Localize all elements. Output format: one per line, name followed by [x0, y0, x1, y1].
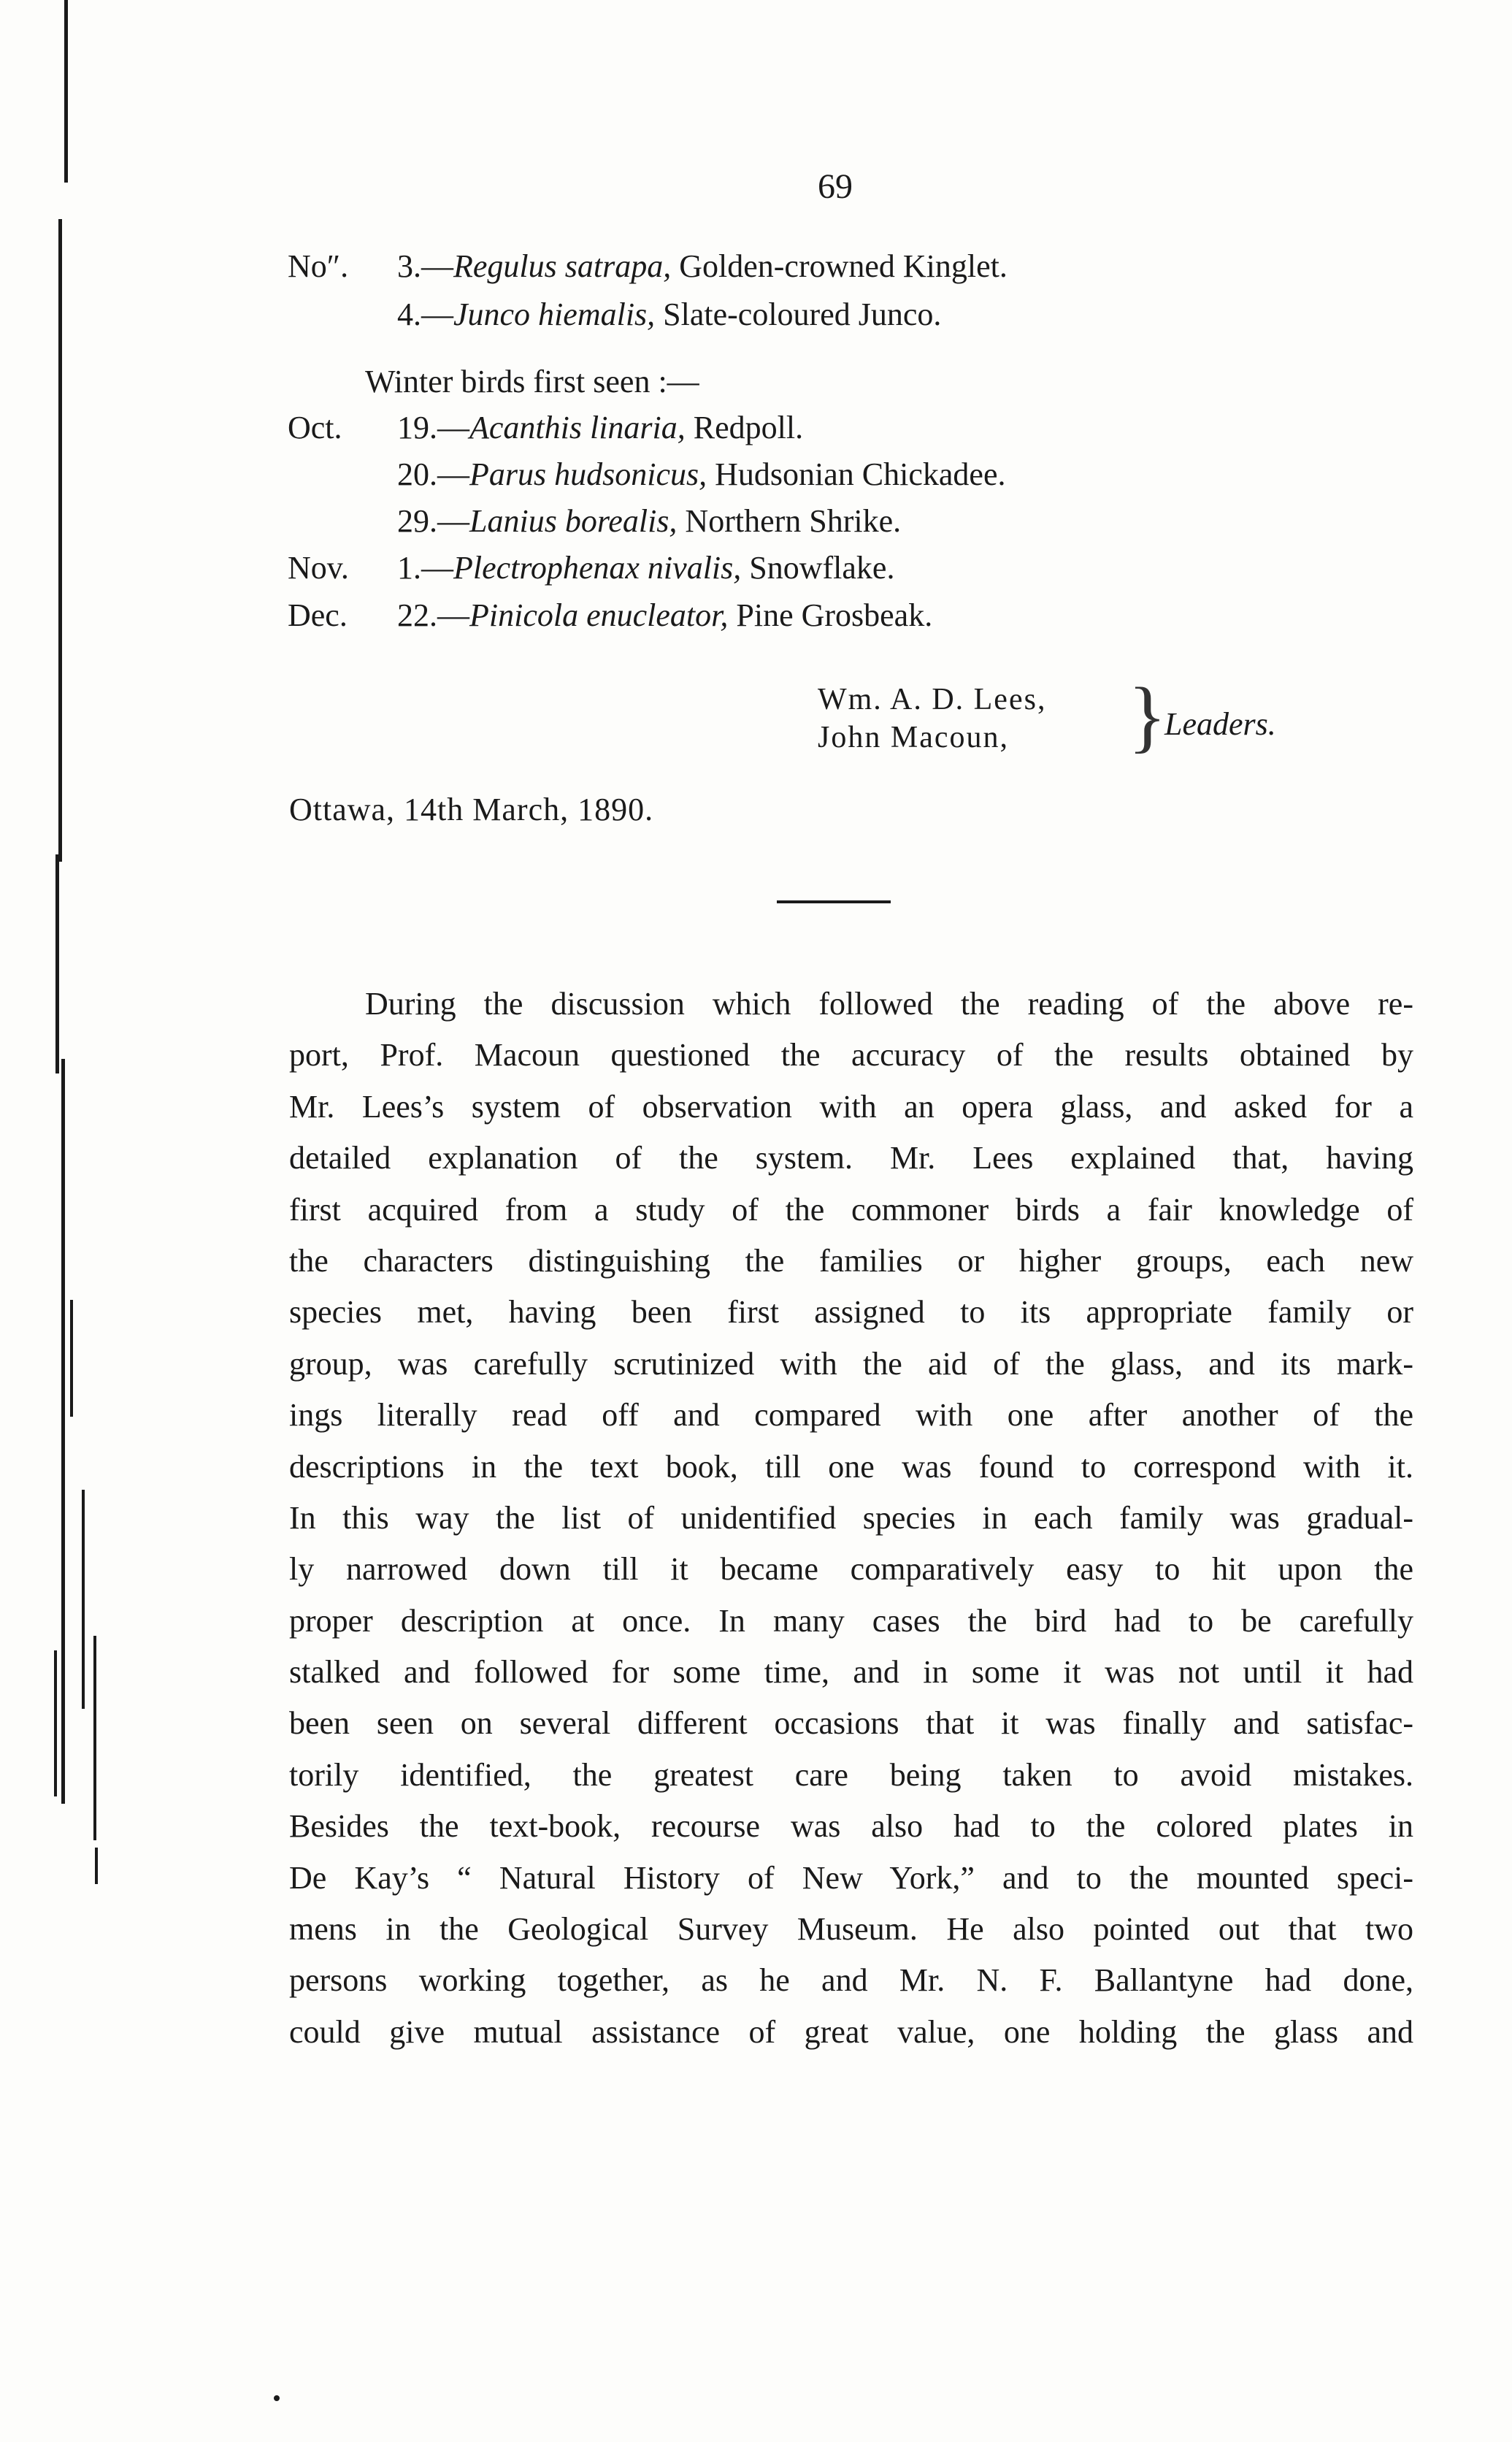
signature-block: [818, 681, 1046, 757]
species-name: Junco hiemalis,: [453, 296, 656, 332]
species-name: Regulus satrapa,: [453, 248, 672, 284]
gutter-line: [61, 1059, 65, 1804]
list-day: 22.—: [397, 597, 469, 633]
gutter-line: [70, 1300, 73, 1417]
gutter-line: [82, 1490, 85, 1709]
list-day: 20.—: [397, 456, 469, 492]
text-line: Mr. Lees’s system of observation with an opera glass, and asked for a: [289, 1088, 1413, 1125]
species-name: Plectrophenax nivalis,: [453, 550, 742, 586]
text-line: proper description at once. In many cases the bird had to be carefully: [289, 1602, 1413, 1639]
list-item: [288, 296, 941, 333]
text-line: ings literally read off and compared with one after another of the: [289, 1397, 1413, 1434]
text-line: persons working together, as he and Mr. N. F. Ballantyne had done,: [289, 1962, 1413, 1999]
species-name: Lanius borealis,: [469, 503, 678, 539]
list-day: 19.—: [397, 410, 469, 445]
species-name: Pinicola enucleator,: [469, 597, 729, 633]
gutter-line: [93, 1636, 96, 1840]
gutter-line: [54, 1650, 57, 1796]
list-month: Oct.: [288, 410, 342, 445]
text-line: the characters distinguishing the families or higher groups, each new: [289, 1242, 1413, 1279]
text-line: detailed explanation of the system. Mr. Lees explained that, having: [289, 1140, 1413, 1176]
body-paragraph: [289, 979, 1413, 2058]
text-line: could give mutual assistance of great value, one holding the glass and: [289, 2013, 1413, 2050]
gutter-line: [55, 854, 59, 1073]
common-name: Snowflake.: [741, 550, 895, 586]
signatory-name: Wm. A. D. Lees,: [818, 683, 1047, 716]
text-line: ly narrowed down till it became comparatively easy to hit upon the: [289, 1551, 1413, 1588]
gutter-line: [58, 219, 62, 862]
list-day: 1.—: [397, 550, 453, 586]
text-line: group, was carefully scrutinized with the aid of the glass, and its mark-: [289, 1345, 1413, 1382]
species-name: Parus hudsonicus,: [469, 456, 707, 492]
list-item: [288, 248, 1008, 285]
section-divider: [777, 900, 891, 903]
place-date: Ottawa, 14th March, 1890.: [289, 792, 654, 827]
text-line: mens in the Geological Survey Museum. He also pointed out that two: [289, 1911, 1413, 1948]
signatory-role: Leaders.: [1164, 706, 1276, 742]
common-name: Pine Grosbeak.: [728, 597, 933, 633]
page-number: 69: [818, 167, 853, 206]
common-name: Northern Shrike.: [677, 503, 902, 539]
text-line: species met, having been first assigned to its appropriate family or: [289, 1294, 1413, 1331]
text-line: torily identified, the greatest care being taken to avoid mistakes.: [289, 1756, 1413, 1793]
common-name: Slate-coloured Junco.: [655, 296, 942, 332]
gutter-line: [95, 1848, 98, 1884]
text-line: In this way the list of unidentified species in each family was gradual-: [289, 1499, 1413, 1536]
list-month: No″.: [288, 248, 349, 284]
list-day: 4.—: [397, 296, 453, 332]
text-line: Besides the text-book, recourse was also had to the colored plates in: [289, 1808, 1413, 1845]
list-item: [288, 409, 803, 446]
text-line: port, Prof. Macoun questioned the accuracy of the results obtained by: [289, 1037, 1413, 1073]
species-name: Acanthis linaria,: [469, 410, 686, 445]
signatory-name: John Macoun,: [818, 721, 1009, 754]
text-line: first acquired from a study of the commoner birds a fair knowledge of: [289, 1191, 1413, 1228]
stray-dot: [274, 2395, 280, 2401]
list-month: Dec.: [288, 597, 348, 633]
common-name: Redpoll.: [685, 410, 804, 445]
list-item: [288, 597, 932, 634]
text-line: descriptions in the text book, till one was found to correspond with it.: [289, 1448, 1413, 1485]
text-line: stalked and followed for some time, and in some it was not until it had: [289, 1654, 1413, 1691]
gutter-line: [64, 0, 68, 183]
common-name: Golden-crowned Kinglet.: [671, 248, 1008, 284]
list-day: 29.—: [397, 503, 469, 539]
brace-glyph: }: [1128, 671, 1167, 760]
common-name: Hudsonian Chickadee.: [707, 456, 1006, 492]
text-line: been seen on several different occasions that it was finally and satisfac-: [289, 1705, 1413, 1742]
list-item: [288, 456, 1005, 493]
list-item: [288, 549, 894, 586]
list-item: [288, 502, 901, 540]
text-line: De Kay’s “ Natural History of New York,” and to the mounted speci-: [289, 1859, 1413, 1896]
text-line: During the discussion which followed the reading of the above re-: [365, 986, 1413, 1022]
list-day: 3.—: [397, 248, 453, 284]
list-month: Nov.: [288, 550, 349, 586]
winter-heading: Winter birds first seen :—: [365, 364, 699, 399]
